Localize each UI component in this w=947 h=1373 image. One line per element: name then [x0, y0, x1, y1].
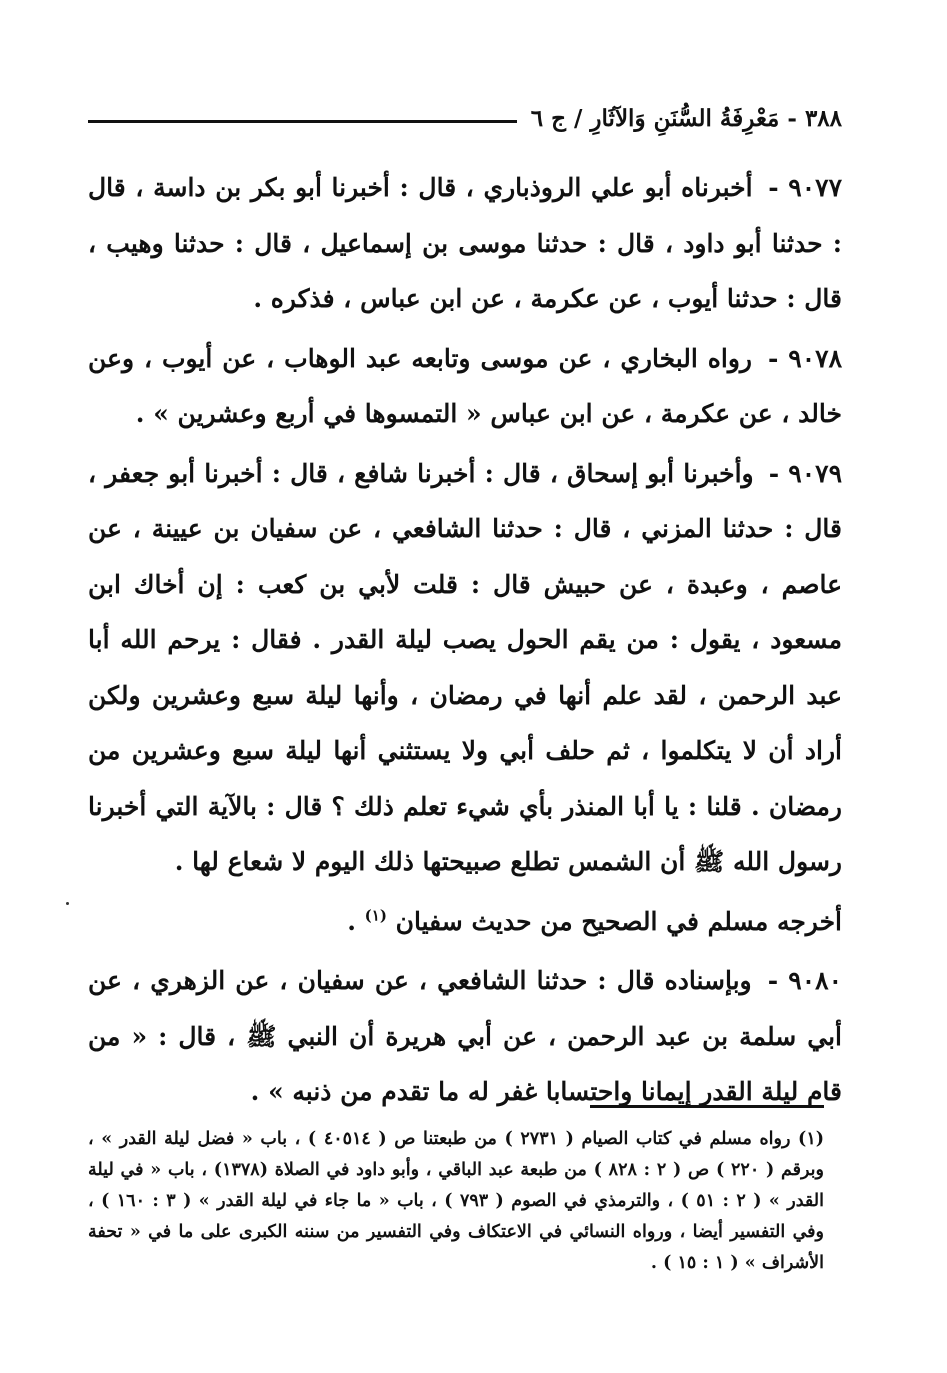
hadith-number: ٩٠٧٩ - — [768, 458, 842, 488]
hadith-number: ٩٠٨٠ - — [767, 966, 842, 995]
running-header-title: ٣٨٨ - مَعْرِفَةُ السُّنَنِ وَالآثَارِ / ج ٦ — [530, 104, 842, 132]
main-text — [88, 160, 842, 1124]
page-header — [88, 98, 842, 138]
footnote-1: (١) رواه مسلم في كتاب الصيام ( ٢٧٣١ ) من طبعتنا ص ( ٤٠٥١٤ ) ، باب « فضل ليلة القدر » ، وبرقم ( ٢٢٠ ) ص ( ٢ : ٨٢٨ ) من طبعة عبد الباقي ، وأبو داود في الصلاة (١٣٧٨) ، باب « في ليلة القدر » ( ٢ : ٥١ ) ، والترمذي في الصوم ( ٧٩٣ ) ، باب « ما جاء في ليلة القدر » ( ٣ : ١٦٠ ) ، وفي التفسير أيضا ، ورواه النسائي في الاعتكاف وفي التفسير من سننه الكبرى على ما في « تحفة الأشراف » ( ١ : ١٥ ) . — [88, 1129, 825, 1273]
hadith-number: ٩٠٧٧ - — [768, 173, 842, 202]
hadith-text: وبإسناده قال : حدثنا الشافعي ، عن سفيان ، عن الزهري ، عن أبي سلمة بن عبد الرحمن ، عن أبي هريرة أن النبي ﷺ ، قال : « من قام ليلة القدر إيمانا واحتسابا غفر له ما تقدم من ذنبه » . — [88, 966, 842, 1106]
takhrij-tail: . — [347, 906, 356, 936]
hadith-paragraph-9078 — [88, 331, 842, 442]
footnote-reference[interactable]: (١) — [364, 906, 387, 925]
footnotes — [88, 1124, 824, 1279]
takhrij-paragraph — [88, 894, 842, 950]
takhrij-text: أخرجه مسلم في الصحيح من حديث سفيان — [395, 906, 842, 936]
hadith-text: رواه البخاري ، عن موسى وتابعه عبد الوهاب ، عن أيوب ، وعن خالد ، عن عكرمة ، عن ابن عباس « التمسوها في أربع وعشرين » . — [88, 343, 842, 428]
hadith-text: وأخبرنا أبو إسحاق ، قال : أخبرنا شافع ، قال : أخبرنا أبو جعفر ، قال : حدثنا المزني ، قال : حدثنا الشافعي ، عن سفيان بن عيينة ، عن عاصم ، وعبدة ، عن حبيش قال : قلت لأبي بن كعب : إن أخاك ابن مسعود ، يقول : من يقم الحول يصب ليلة القدر . فقال : يرحم الله أبا عبد الرحمن ، لقد علم أنها في رمضان ، وأنها ليلة سبع وعشرين ولكن أراد أن لا يتكلموا ، ثم حلف أبي ولا يستثني أنها ليلة سبع وعشرين من رمضان . قلنا : يا أبا المنذر بأي شيء تعلم ذلك ؟ قال : بالآية التي أخبرنا رسول الله ﷺ أن الشمس تطلع صبيحتها ذلك اليوم لا شعاع لها . — [88, 458, 842, 876]
hadith-text: أخبرناه أبو علي الروذباري ، قال : أخبرنا أبو بكر بن داسة ، قال : حدثنا أبو داود ، قال : حدثنا موسى بن إسماعيل ، قال : حدثنا وهيب ، قال : حدثنا أيوب ، عن عكرمة ، عن ابن عباس ، فذكره . — [88, 173, 842, 313]
hadith-number: ٩٠٧٨ - — [767, 343, 842, 373]
hadith-paragraph-9079 — [88, 446, 842, 890]
hadith-paragraph-9080 — [88, 953, 842, 1120]
hadith-paragraph-9077 — [88, 160, 842, 327]
scan-speck — [66, 902, 69, 905]
footnote-separator — [590, 1105, 824, 1108]
header-rule — [88, 120, 517, 123]
